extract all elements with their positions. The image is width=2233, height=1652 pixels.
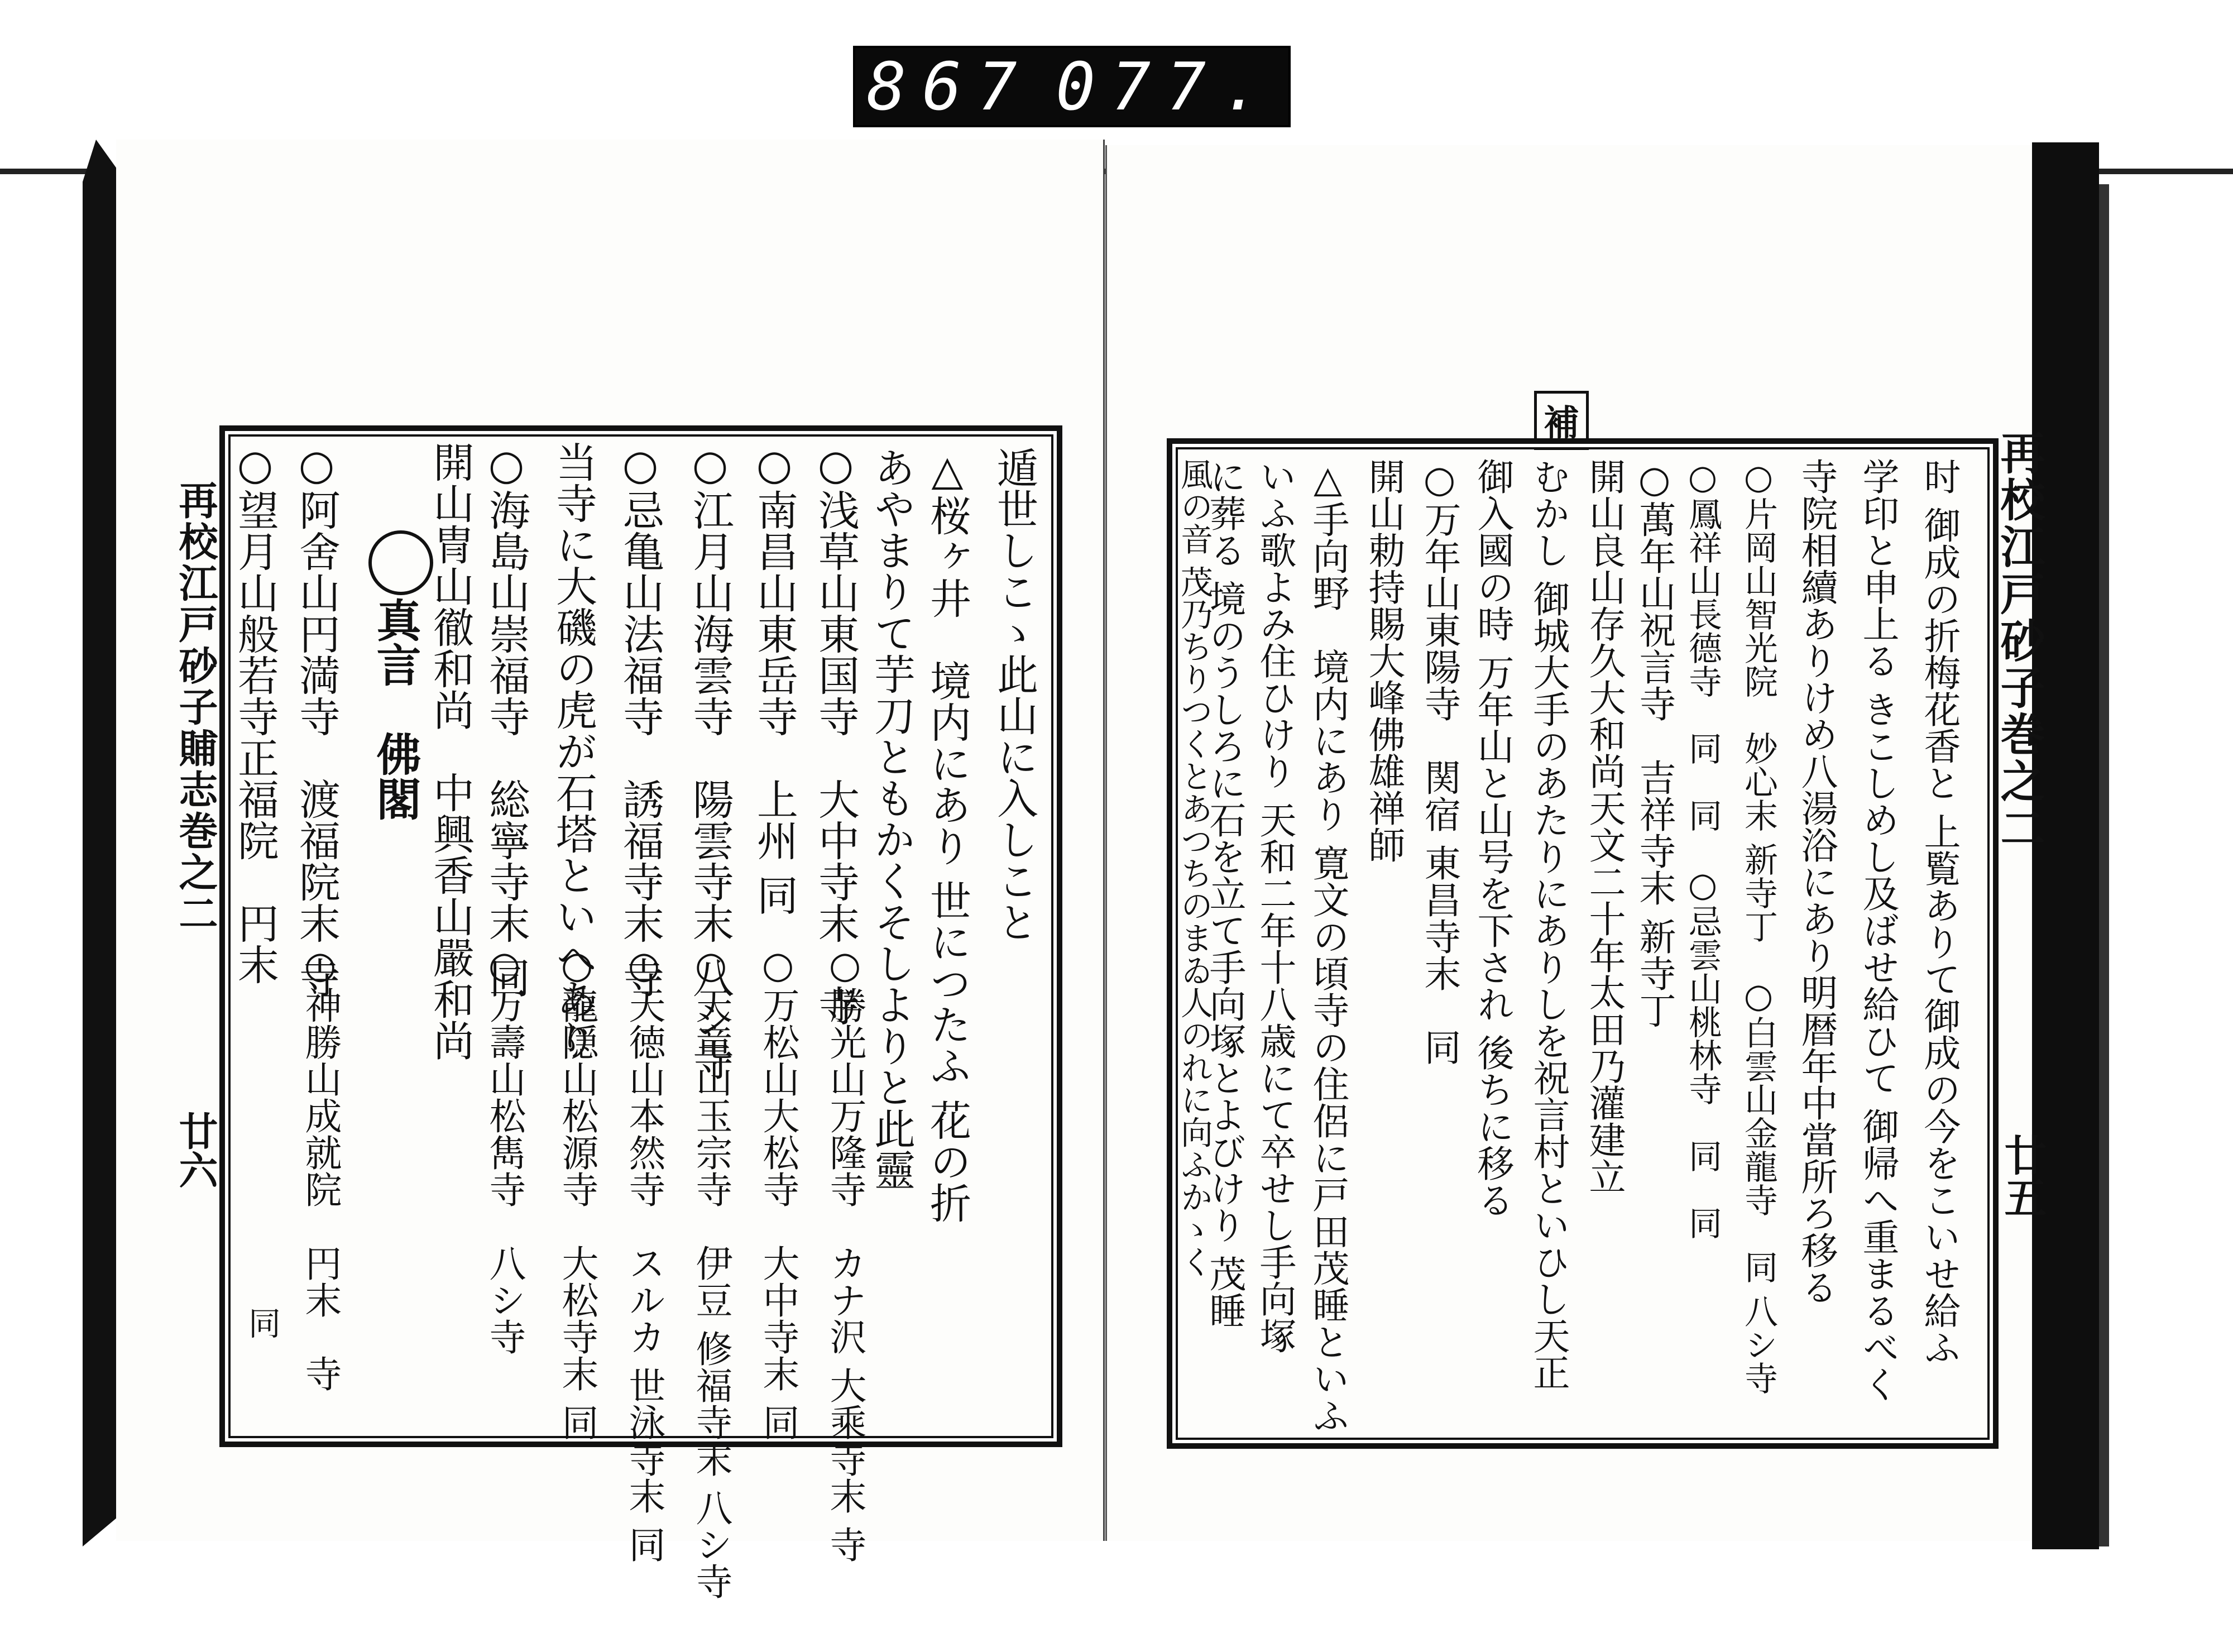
left-col-20: 同 [243, 1306, 281, 1339]
right-col-14: に葬る 境のうしろに石を立て手向塚とよびけり 茂睡 [1203, 458, 1246, 1329]
right-col-8: むかし 御城大手のあたりにありしを祝言村といひし天正 [1527, 458, 1570, 1391]
book-edge-right [2099, 184, 2109, 1546]
left-col-18: ○万壽山松雋寺 八シ寺 [483, 944, 526, 1355]
right-col-10: ○万年山東陽寺 関宿 東昌寺末 同 [1418, 458, 1461, 1065]
frame-number-left: 867 [866, 48, 1033, 125]
frame-number-right: 077. [1056, 48, 1277, 125]
left-col-17: ○龍隠山松源寺 大松寺末 同 [555, 944, 598, 1440]
left-header-volume: 巻之二 [172, 811, 219, 935]
frame-number-label [853, 46, 1291, 127]
left-col-14: ○万松山大松寺 大中寺末 同 [756, 944, 799, 1440]
right-page-folio: 廿五 [1997, 1133, 2047, 1218]
book-spine-left [83, 140, 116, 1546]
right-col-15: 風の音 茂乃ちりつくとあつちのまゐ人のれに向ふかゝく [1175, 458, 1213, 1278]
right-col-5: ○鳳祥山長德寺 同 同 ○忌雲山桃林寺 同 同 [1683, 458, 1722, 1239]
right-col-3: 寺院相續ありけめ八湯浴にあり明暦年中當所ろ移る [1795, 458, 1838, 1305]
right-col-1: 时 御成の折梅花香と 上覧ありて御成の今をこいせ給ふ [1918, 458, 1961, 1366]
left-header-title: 再校江戸砂子䝵志 [172, 480, 219, 811]
right-col-6: ○萬年山祝言寺 吉祥寺末 新寺丁 [1633, 458, 1676, 1028]
left-col-3: あやまりて芋刀ともかくそしよりと此靈 [868, 447, 916, 1190]
right-col-13: いふ歌よみ住ひけり 天和二年十八歳にて卒せし手向塚 [1253, 458, 1296, 1354]
left-col-12: ○望月山般若寺正福院 円末 [231, 441, 279, 985]
left-page-folio: 廿六 [172, 1111, 219, 1189]
left-col-11: ○阿舍山円満寺 渡福院末 寺 [293, 441, 341, 998]
left-col-6: ○江月山海雲寺 陽雲寺末 八シ寺 [686, 441, 734, 1081]
right-col-12: △手向野 境内にあり 寛文の頃寺の住侶に戸田茂睡といふ [1306, 458, 1349, 1434]
left-col-15: ○天竜山玉宗寺 伊豆 修福寺末 八シ寺 [689, 944, 732, 1600]
right-header-title: 再校江戸砂子 [1993, 430, 2045, 711]
left-col-10: 開山冑山徹和尚 中興香山嚴和尚 [427, 441, 475, 1061]
left-col-4: ○浅草山東国寺 大中寺末 寺 [812, 441, 860, 1026]
left-col-13: ○勝光山万隆寺 カナ沢 大乘寺末 寺 [823, 944, 866, 1563]
hosei-mark: 補 [1534, 391, 1589, 450]
left-section-title: 真言 佛閣 [369, 597, 421, 821]
left-col-16: ○天徳山本然寺 スルカ 世泳寺末 同 [622, 944, 665, 1563]
right-col-9: 御入國の時 万年山と山号を下され 後ちに移る [1471, 458, 1514, 1218]
left-col-5: ○南昌山東岳寺 上州 同 [750, 441, 798, 916]
right-col-11: 開山勅持賜大峰佛雄禅師 [1362, 458, 1405, 863]
right-col-2: 学印と申上る きこしめし及ばせ給ひて 御帰へ重まるべく [1856, 458, 1899, 1402]
left-section-circle [368, 530, 433, 595]
left-col-19: ○神勝山成就院 円末 寺 [299, 944, 342, 1392]
right-header-volume: 巻之二 [1993, 711, 2045, 852]
left-col-7: ○忌亀山法福寺 誘福寺末 寺 [616, 441, 664, 998]
left-col-2: △桜ヶ井 境内にあり 世につたふ 花の折 [923, 447, 971, 1224]
left-col-9: ○海島山崇福寺 総寧寺末 同 [482, 441, 530, 998]
left-col-1: 遁世しこゝ此山に入しこと [990, 447, 1038, 942]
left-page-header [167, 480, 224, 935]
right-col-7: 開山良山存久大和尚天文二十年太田乃灌建立 [1583, 458, 1626, 1195]
right-col-4: ○片岡山智光院 妙心末 新寺丁 ○白雲山金龍寺 同 八シ寺 [1739, 458, 1778, 1395]
left-col-8: 当寺に大磯の虎が石塔といへあり [549, 441, 597, 1061]
